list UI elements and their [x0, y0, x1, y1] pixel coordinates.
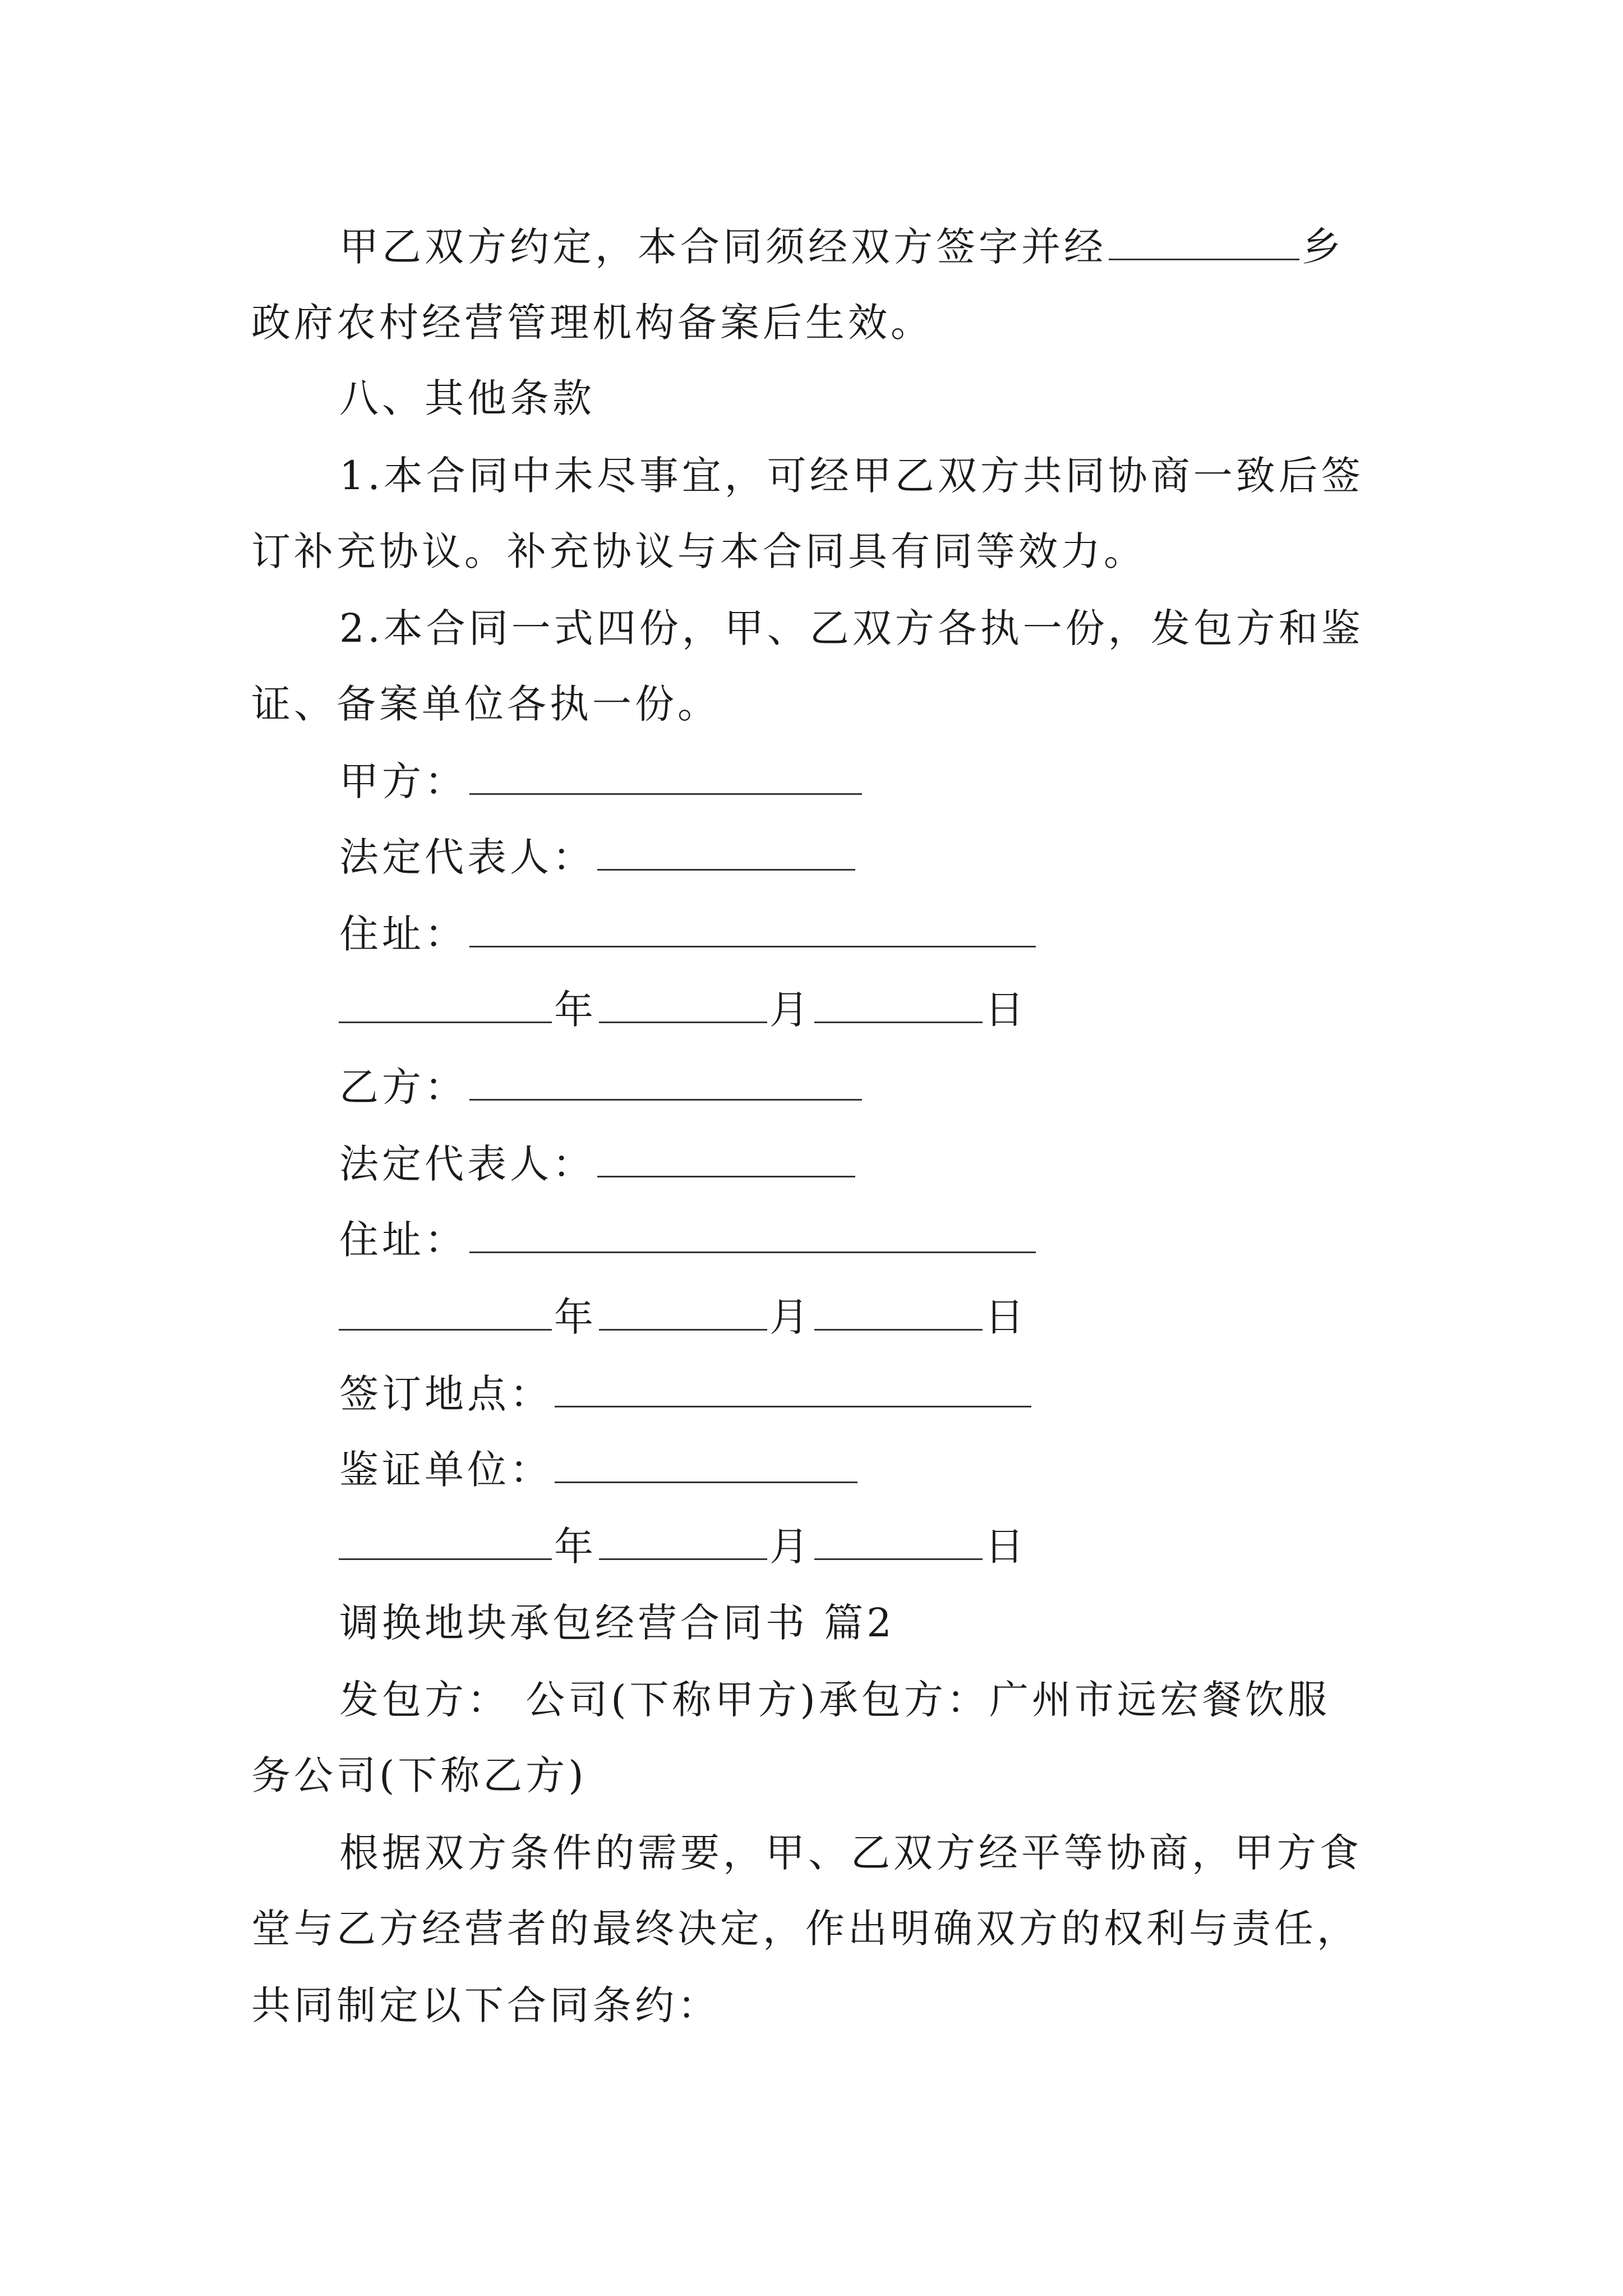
party-a-address-blank [469, 917, 1036, 947]
year-label: 年 [554, 1524, 597, 1570]
day-label: 日 [985, 987, 1027, 1033]
party-a-year-blank [339, 992, 552, 1023]
party-a-rep-label: 法定代表人： [339, 834, 595, 880]
party-b-rep-blank [597, 1147, 855, 1177]
party-a-blank [469, 764, 862, 795]
party-a-address-label: 住址： [339, 911, 467, 957]
sign-place-row [339, 1371, 1034, 1417]
paragraph-effect-line-2: 政府农村经营管理机构备案后生效。 [251, 300, 933, 346]
notary-date-row [336, 1524, 1027, 1570]
sign-place-label: 签订地点： [339, 1371, 552, 1417]
notary-label: 鉴证单位： [339, 1447, 552, 1493]
section-title-other-terms: 八、其他条款 [339, 375, 595, 421]
party-b-address-blank [469, 1222, 1036, 1253]
party-b-name-row [339, 1064, 864, 1110]
sign-place-blank [555, 1377, 1031, 1407]
notary-day-blank [814, 1529, 983, 1560]
part-2-intro-line-3: 共同制定以下合同条约： [251, 1982, 720, 2028]
notary-year-blank [339, 1529, 552, 1560]
clause-1-line-1: 1.本合同中未尽事宜，可经甲乙双方共同协商一致后签 [339, 453, 1364, 499]
part-2-parties-line-1: 发包方： 公司(下称甲方)承包方：广州市远宏餐饮服 [339, 1677, 1330, 1723]
clause-2-line-1: 2.本合同一式四份，甲、乙双方各执一份，发包方和鉴 [339, 605, 1364, 651]
notary-blank [555, 1452, 857, 1483]
party-b-rep-label: 法定代表人： [339, 1141, 595, 1187]
year-label: 年 [554, 1294, 597, 1340]
party-b-address-label: 住址： [339, 1217, 467, 1263]
party-b-label: 乙方： [339, 1064, 467, 1110]
day-label: 日 [985, 1294, 1027, 1340]
part-2-intro-line-1: 根据双方条件的需要，甲、乙双方经平等协商，甲方食 [339, 1830, 1362, 1876]
party-a-rep-blank [597, 840, 855, 871]
notary-row [339, 1447, 860, 1493]
part-2-title: 调换地块承包经营合同书 篇2 [339, 1600, 895, 1646]
party-a-date-row [336, 987, 1027, 1033]
paragraph-effect-text: 甲乙双方约定，本合同须经双方签字并经 [339, 224, 1106, 270]
part-2-parties-line-2: 务公司(下称乙方) [251, 1752, 587, 1798]
party-b-date-row [336, 1294, 1027, 1340]
clause-2-line-2: 证、备案单位各执一份。 [251, 681, 720, 727]
party-b-blank [469, 1070, 862, 1101]
township-blank [1109, 229, 1299, 260]
paragraph-effect-line-1 [339, 224, 1344, 270]
party-a-rep-row [339, 834, 857, 880]
party-a-month-blank [599, 992, 767, 1023]
party-a-address-row [339, 911, 1038, 957]
party-a-label: 甲方： [339, 758, 467, 804]
party-b-address-row [339, 1217, 1038, 1263]
clause-1-line-2: 订补充协议。补充协议与本合同具有同等效力。 [251, 528, 1146, 574]
party-b-day-blank [814, 1300, 983, 1331]
month-label: 月 [769, 1524, 812, 1570]
party-a-day-blank [814, 992, 983, 1023]
party-b-year-blank [339, 1300, 552, 1331]
notary-month-blank [599, 1529, 767, 1560]
paragraph-effect-suffix: 乡 [1302, 224, 1344, 270]
month-label: 月 [769, 1294, 812, 1340]
party-b-rep-row [339, 1141, 857, 1187]
party-a-name-row [339, 758, 864, 804]
year-label: 年 [554, 987, 597, 1033]
part-2-intro-line-2: 堂与乙方经营者的最终决定，作出明确双方的权利与责任， [251, 1906, 1359, 1952]
party-b-month-blank [599, 1300, 767, 1331]
day-label: 日 [985, 1524, 1027, 1570]
month-label: 月 [769, 987, 812, 1033]
